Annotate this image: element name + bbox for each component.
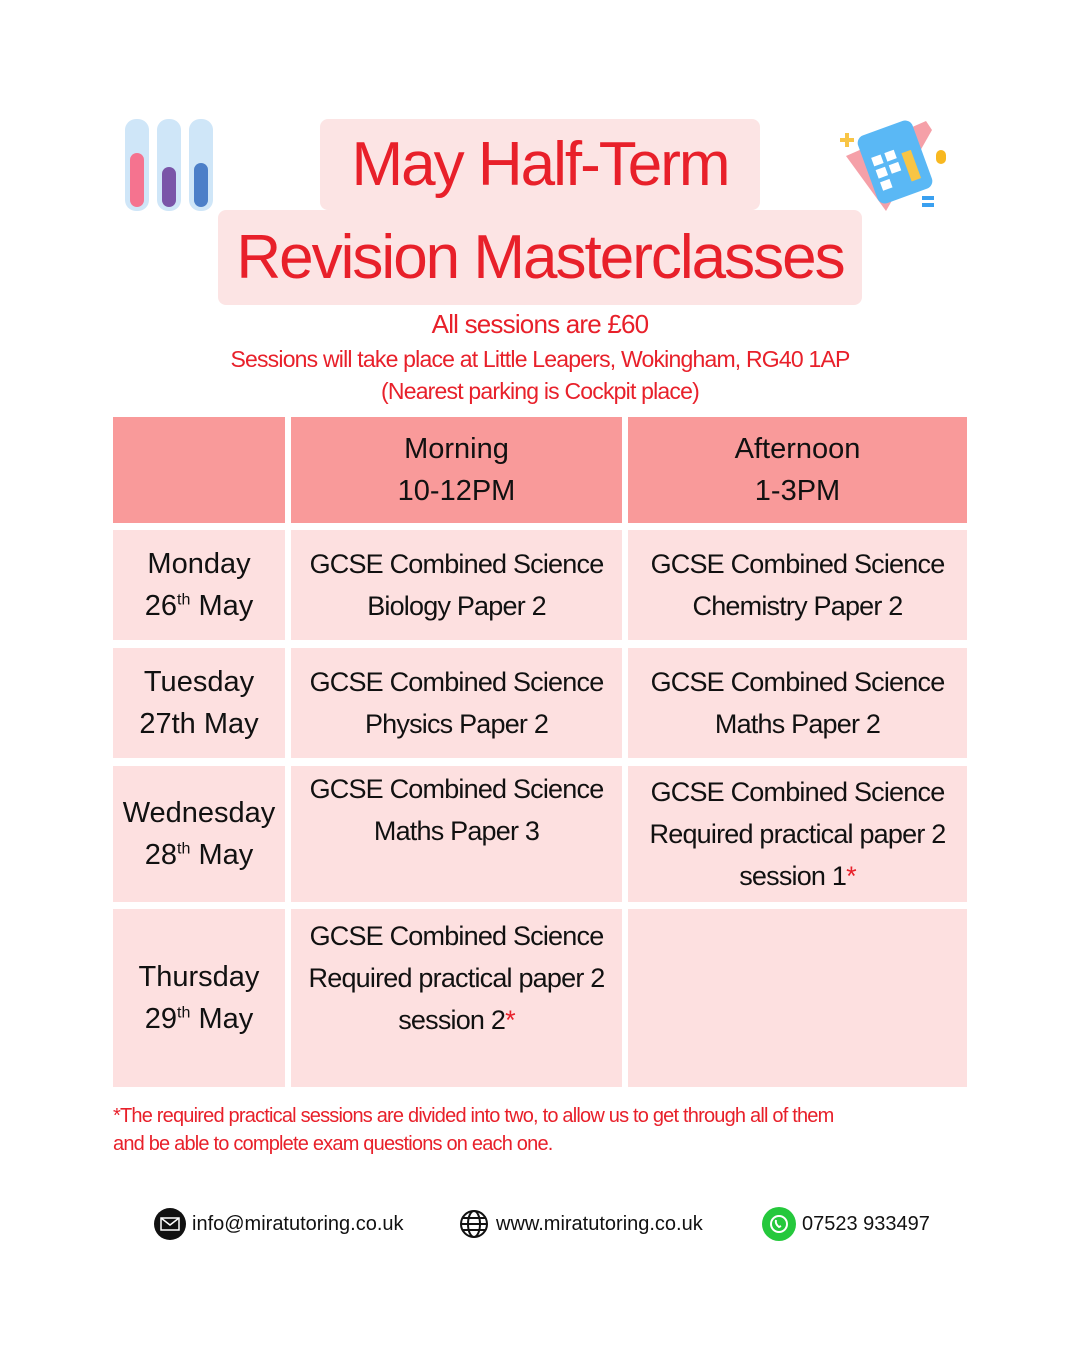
header-morning <box>291 417 622 523</box>
header-time: 1-3PM <box>754 475 841 507</box>
email-text[interactable]: info@miratutoring.co.uk <box>192 1212 404 1235</box>
day-cell-tuesday <box>113 648 285 758</box>
day-name: Tuesday <box>143 666 255 698</box>
session-line: Chemistry Paper 2 <box>692 591 903 621</box>
email-contact[interactable] <box>154 1206 404 1242</box>
location-text: Sessions will take place at Little Leapers, Wokingham, RG40 1AP <box>230 346 850 372</box>
session-line: session 2* <box>398 1005 515 1035</box>
session-cell <box>628 766 967 902</box>
day-name: Wednesday <box>122 797 276 829</box>
footnote: *The required practical sessions are divided into two, to allow us to get through all of them and be able to complete exam questions on each one. <box>113 1105 834 1155</box>
website-contact[interactable] <box>458 1206 703 1242</box>
title-line-2: Revision Masterclasses <box>218 210 862 305</box>
header-blank <box>113 417 285 523</box>
session-line: Biology Paper 2 <box>367 591 546 621</box>
session-line: Physics Paper 2 <box>364 709 549 739</box>
session-cell <box>291 909 622 1087</box>
session-cell <box>291 648 622 758</box>
session-line: Maths Paper 3 <box>373 816 540 846</box>
header-time: 10-12PM <box>397 475 516 507</box>
website-text[interactable]: www.miratutoring.co.uk <box>496 1212 703 1235</box>
session-cell <box>291 530 622 640</box>
empty-session-cell <box>628 909 967 1087</box>
mail-icon <box>154 1208 186 1240</box>
day-date: 28th May <box>144 839 254 871</box>
day-date: 26th May <box>144 590 254 622</box>
session-line: Required practical paper 2 <box>308 963 605 993</box>
day-date: 27th May <box>139 708 259 740</box>
day-cell-monday <box>113 530 285 640</box>
title-line-1: May Half-Term <box>320 119 760 210</box>
session-line: Maths Paper 2 <box>714 709 881 739</box>
session-line: GCSE Combined Science <box>650 667 945 697</box>
day-cell-thursday <box>113 909 285 1087</box>
session-line: GCSE Combined Science <box>309 667 604 697</box>
globe-icon <box>458 1208 490 1240</box>
session-cell <box>291 766 622 902</box>
day-date: 29th May <box>144 1003 254 1035</box>
session-line: GCSE Combined Science <box>309 774 604 804</box>
whatsapp-icon <box>762 1207 796 1241</box>
header-label: Afternoon <box>734 433 861 465</box>
session-cell <box>628 648 967 758</box>
phone-contact[interactable] <box>762 1206 930 1242</box>
session-line: Required practical paper 2 <box>649 819 946 849</box>
session-line: GCSE Combined Science <box>650 777 945 807</box>
session-line: GCSE Combined Science <box>309 549 604 579</box>
day-name: Monday <box>147 548 251 580</box>
session-line: GCSE Combined Science <box>650 549 945 579</box>
phone-text[interactable]: 07523 933497 <box>802 1212 930 1235</box>
parking-text: (Nearest parking is Cockpit place) <box>381 378 699 404</box>
session-line: GCSE Combined Science <box>309 921 604 951</box>
header-afternoon <box>628 417 967 523</box>
header-label: Morning <box>404 433 509 465</box>
session-line: session 1* <box>739 861 856 891</box>
day-cell-wednesday <box>113 766 285 902</box>
day-name: Thursday <box>138 961 260 993</box>
calculator-icon <box>836 116 954 212</box>
session-cell <box>628 530 967 640</box>
test-tubes-icon <box>122 117 217 213</box>
price-text: All sessions are £60 <box>431 309 649 339</box>
